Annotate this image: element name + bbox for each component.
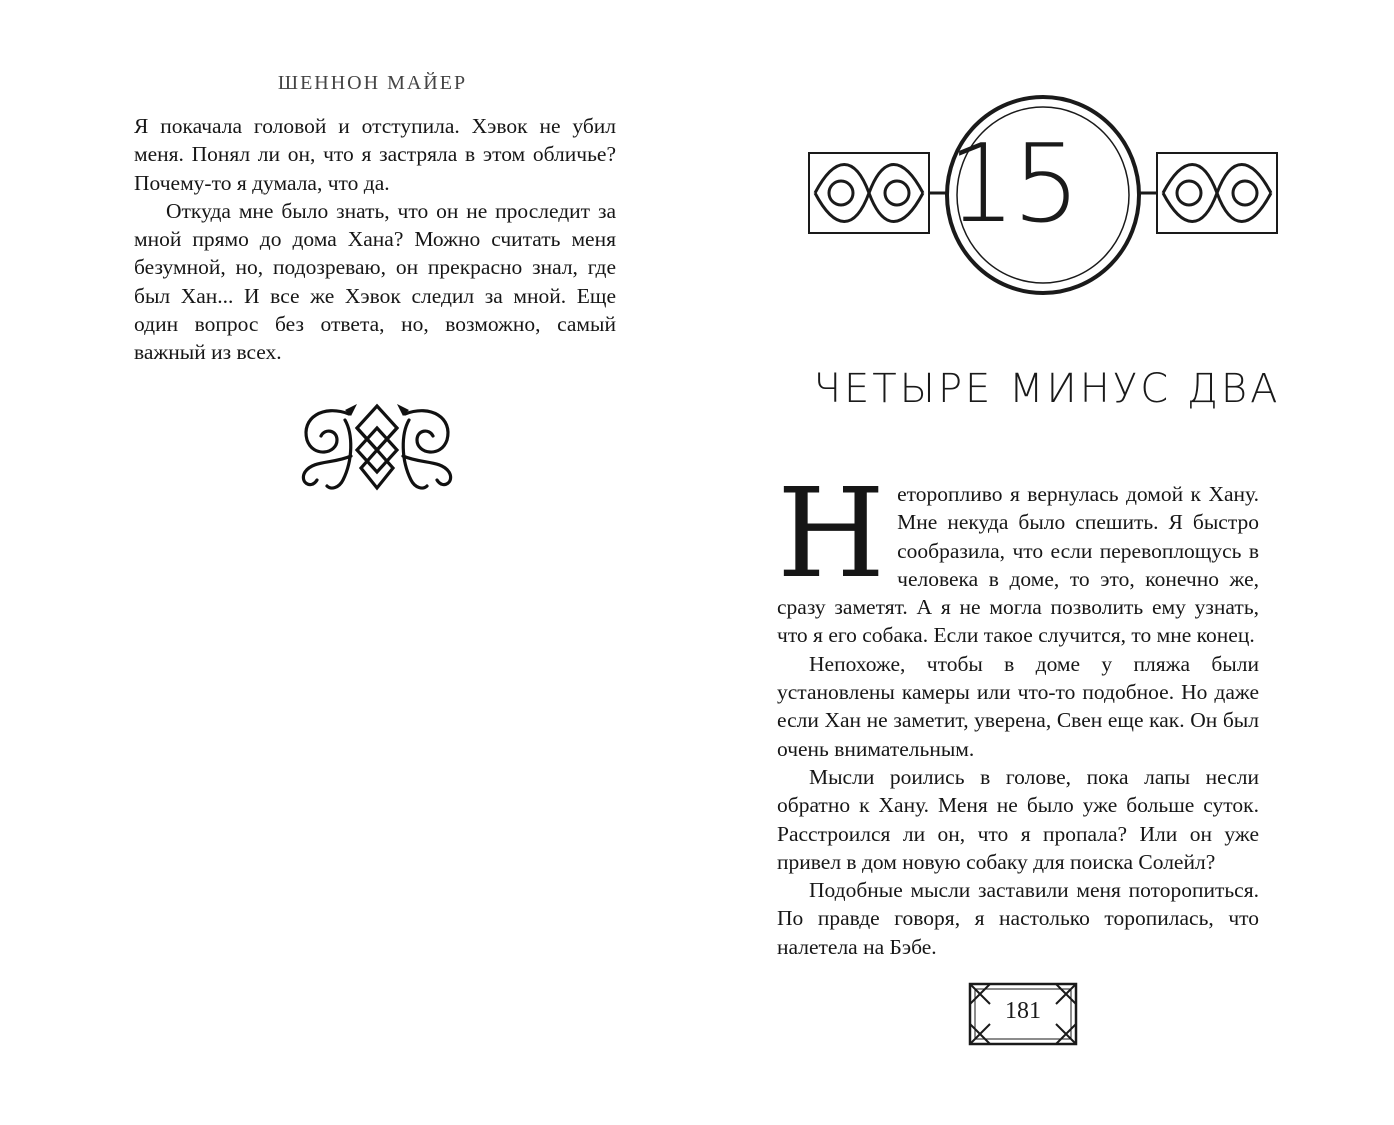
paragraph: Подобные мысли заставили меня поторопиться. По правде говоря, я настолько торопилась, что налетела на Бэбе. bbox=[777, 878, 1259, 959]
running-head: ШЕННОН МАЙЕР bbox=[277, 72, 468, 94]
chapter-body-text bbox=[777, 462, 1259, 961]
paragraph: Я покачала головой и отступила. Хэвок не убил меня. Понял ли он, что я застряла в этом обличье? Почему-то я думала, что да. bbox=[134, 114, 616, 195]
paragraph: Непохоже, чтобы в доме у пляжа были установлены камеры или что-то подобное. Но даже если Хан не заметит, уверена, Свен еще как. Он был очень внимательным. bbox=[777, 651, 1259, 761]
drop-cap: Н bbox=[777, 462, 886, 606]
page-number: 181 bbox=[1005, 998, 1041, 1024]
paragraph: Откуда мне было знать, что он не проследит за мной прямо до дома Хана? Можно считать меня безумной, но, подозреваю, он прекрасно знал, где был Хан... И все же Хэвок следил за мной. Еще один вопрос без ответа, но, возможно, самый важный из всех. bbox=[134, 198, 616, 365]
lead-paragraph bbox=[777, 462, 1259, 650]
chapter-number: 15 bbox=[947, 122, 1077, 247]
celtic-knot-ornament-icon bbox=[293, 400, 461, 496]
left-body-text bbox=[134, 112, 616, 367]
right-page bbox=[697, 0, 1394, 1125]
chapter-title: ЧЕТЫРЕ МИНУС ДВА bbox=[813, 366, 1281, 412]
paragraph: Мысли роились в голове, пока лапы несли обратно к Хану. Меня не было уже больше суток. Расстроился ли он, что я пропала? Или он уже привел в дом новую собаку для поиска Солейл? bbox=[777, 764, 1259, 874]
lead-text: еторопливо я вернулась домой к Хану. Мне некуда было спешить. Я быстро сообразила, что если перевоплощусь в человека в доме, то это, конечно же, сразу заметят. А я не могла позволить ему узнать, что я его собака. Если такое случится, то мне конец. bbox=[777, 482, 1259, 648]
